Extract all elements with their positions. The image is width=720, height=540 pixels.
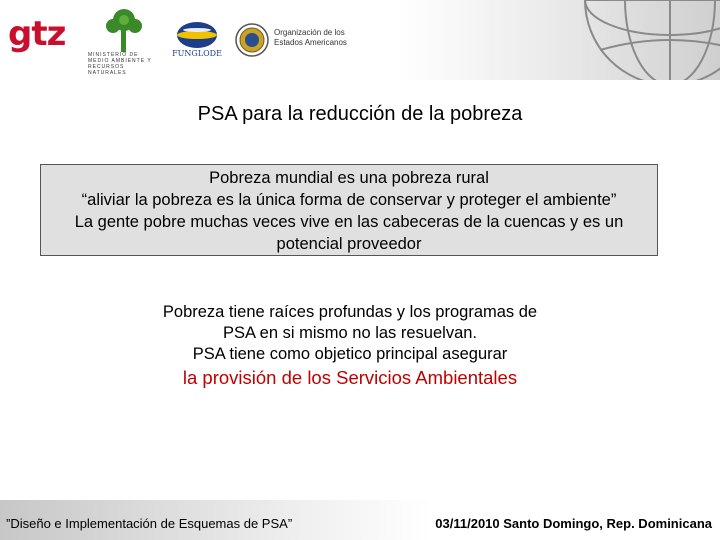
ministerio-label: MINISTERIO DE MEDIO AMBIENTE Y RECURSOS NATURALES (88, 52, 152, 76)
box-line: “aliviar la pobreza es la única forma de conservar y proteger el ambiente” (81, 191, 617, 209)
box-line: La gente pobre muchas veces vive en las cabeceras de la cuencas y es un (74, 213, 624, 231)
funglode-label: FUNGLODE (172, 49, 222, 58)
funglode-logo (168, 20, 226, 64)
body-line: Pobreza tiene raíces profundas y los programas de (162, 303, 538, 321)
oea-seal-icon (234, 22, 270, 58)
funglode-emblem-icon (168, 20, 226, 50)
box-line: potencial proveedor (276, 235, 422, 253)
gtz-logo: gtz (8, 14, 66, 54)
oea-logo (234, 22, 364, 58)
box-line: Pobreza mundial es una pobreza rural (209, 169, 489, 187)
highlight-line: la provisión de los Servicios Ambientales (182, 367, 518, 388)
ministerio-logo (88, 6, 160, 76)
highlight-box (40, 164, 658, 256)
header-banner (0, 0, 720, 80)
footer-date-location: 03/11/2010 Santo Domingo, Rep. Dominicana (435, 516, 712, 531)
body-paragraph (0, 302, 700, 391)
globe-icon (580, 0, 720, 80)
oea-label: Organización de los Estados Americanos (274, 28, 347, 47)
tree-icon (88, 6, 160, 54)
body-line: PSA tiene como objetico principal asegurar (192, 345, 508, 363)
body-line: PSA en si mismo no las resuelvan. (222, 324, 478, 342)
footer-bar (0, 500, 720, 540)
footer-title: ”Diseño e Implementación de Esquemas de PSA” (6, 516, 293, 531)
slide-title: PSA para la reducción de la pobreza (197, 103, 523, 125)
